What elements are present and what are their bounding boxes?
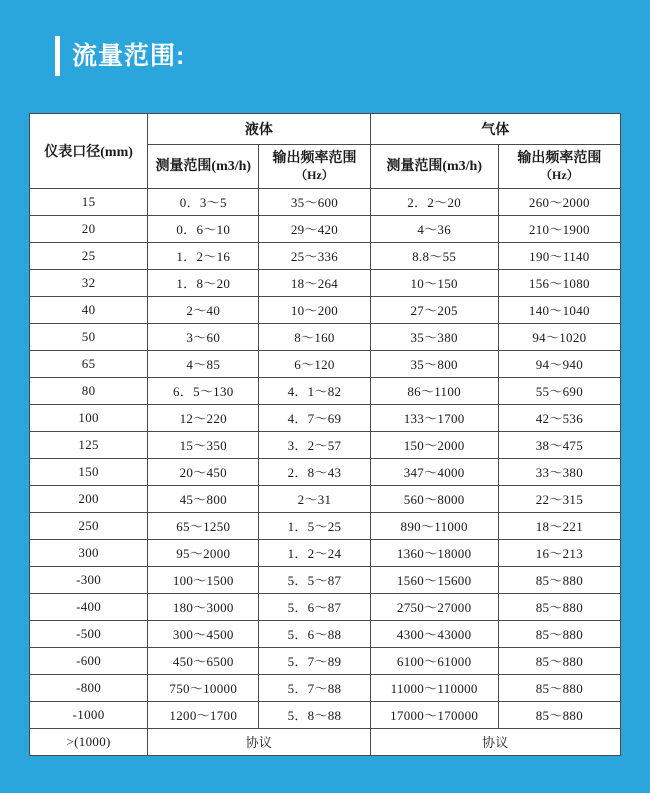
cell-liquid-freq: 5．7～88 — [259, 674, 370, 701]
cell-dn: -400 — [30, 593, 148, 620]
page-title-text: 流量范围: — [72, 41, 186, 70]
cell-gas-range: 8.8～55 — [370, 242, 498, 269]
cell-dn: 25 — [30, 242, 148, 269]
header-liquid-range-line1: 测量范围(m3/h) — [155, 158, 252, 174]
table-row — [30, 566, 621, 593]
cell-gas-freq: 94～940 — [498, 350, 620, 377]
header-gas-freq-line2: （Hz） — [540, 167, 579, 182]
cell-liquid-range: 180～3000 — [148, 593, 259, 620]
cell-dn: 15 — [30, 188, 148, 215]
cell-liquid-agreement: 协议 — [148, 728, 370, 755]
cell-dn: 300 — [30, 539, 148, 566]
cell-gas-range: 133～1700 — [370, 404, 498, 431]
table-row — [30, 242, 621, 269]
cell-gas-freq: 33～380 — [498, 458, 620, 485]
cell-gas-freq: 140～1040 — [498, 296, 620, 323]
cell-liquid-freq: 5．7～89 — [259, 647, 370, 674]
cell-liquid-freq: 8～160 — [259, 323, 370, 350]
cell-gas-freq: 22～315 — [498, 485, 620, 512]
header-gas-range-line1: 测量范围(m3/h) — [386, 158, 482, 174]
cell-gas-freq: 85～880 — [498, 593, 620, 620]
table-header-row-groups — [30, 114, 621, 145]
cell-liquid-freq: 2～31 — [259, 485, 370, 512]
cell-liquid-freq: 35～600 — [259, 188, 370, 215]
cell-dn: 32 — [30, 269, 148, 296]
header-group-liquid: 液体 — [148, 114, 370, 145]
cell-liquid-freq: 18～264 — [259, 269, 370, 296]
cell-gas-freq: 94～1020 — [498, 323, 620, 350]
cell-gas-range: 17000～170000 — [370, 701, 498, 728]
table-row — [30, 458, 621, 485]
cell-gas-range: 4～36 — [370, 215, 498, 242]
cell-liquid-range: 65～1250 — [148, 512, 259, 539]
cell-liquid-range: 20～450 — [148, 458, 259, 485]
cell-liquid-range: 4～85 — [148, 350, 259, 377]
cell-gas-range: 11000～110000 — [370, 674, 498, 701]
cell-liquid-freq: 5．5～87 — [259, 566, 370, 593]
table-row — [30, 431, 621, 458]
cell-liquid-range: 100～1500 — [148, 566, 259, 593]
table-row — [30, 485, 621, 512]
table-row — [30, 701, 621, 728]
table-row — [30, 188, 621, 215]
cell-gas-range: 1560～15600 — [370, 566, 498, 593]
cell-liquid-freq: 4．7～69 — [259, 404, 370, 431]
table-row — [30, 296, 621, 323]
table-row — [30, 269, 621, 296]
cell-gas-freq: 85～880 — [498, 620, 620, 647]
cell-liquid-range: 0．6～10 — [148, 215, 259, 242]
cell-gas-agreement: 协议 — [370, 728, 620, 755]
cell-liquid-freq: 10～200 — [259, 296, 370, 323]
flow-range-table-card — [29, 113, 621, 756]
cell-liquid-range: 12～220 — [148, 404, 259, 431]
cell-gas-range: 35～800 — [370, 350, 498, 377]
table-head — [30, 114, 621, 189]
cell-liquid-range: 95～2000 — [148, 539, 259, 566]
header-liquid-freq-line1: 输出频率范围 — [272, 151, 357, 166]
table-row-agreement — [30, 728, 621, 755]
cell-liquid-range: 0．3～5 — [148, 188, 259, 215]
cell-gas-freq: 16～213 — [498, 539, 620, 566]
cell-gas-range: 86～1100 — [370, 377, 498, 404]
flow-range-table — [29, 113, 621, 756]
table-row — [30, 647, 621, 674]
cell-gas-range: 150～2000 — [370, 431, 498, 458]
cell-dn: 80 — [30, 377, 148, 404]
cell-liquid-freq: 1．5～25 — [259, 512, 370, 539]
table-row — [30, 377, 621, 404]
cell-gas-range: 10～150 — [370, 269, 498, 296]
cell-gas-freq: 260～2000 — [498, 188, 620, 215]
cell-gas-range: 560～8000 — [370, 485, 498, 512]
cell-dn: 200 — [30, 485, 148, 512]
cell-gas-freq: 85～880 — [498, 701, 620, 728]
cell-gas-freq: 42～536 — [498, 404, 620, 431]
header-gas-range — [370, 145, 498, 189]
cell-dn: 150 — [30, 458, 148, 485]
table-row — [30, 215, 621, 242]
cell-liquid-freq: 2．8～43 — [259, 458, 370, 485]
cell-gas-freq: 85～880 — [498, 647, 620, 674]
cell-liquid-range: 1．2～16 — [148, 242, 259, 269]
cell-liquid-freq: 5．8～88 — [259, 701, 370, 728]
header-dn: 仪表口径(mm) — [30, 114, 148, 189]
header-liquid-freq — [259, 145, 370, 189]
cell-dn: -600 — [30, 647, 148, 674]
cell-dn: -300 — [30, 566, 148, 593]
header-group-gas: 气体 — [370, 114, 620, 145]
cell-dn: >(1000) — [30, 728, 148, 755]
cell-gas-freq: 156～1080 — [498, 269, 620, 296]
cell-liquid-freq: 5．6～87 — [259, 593, 370, 620]
cell-liquid-range: 3～60 — [148, 323, 259, 350]
cell-liquid-range: 450～6500 — [148, 647, 259, 674]
cell-gas-freq: 18～221 — [498, 512, 620, 539]
cell-liquid-freq: 3．2～57 — [259, 431, 370, 458]
cell-dn: 125 — [30, 431, 148, 458]
cell-gas-freq: 55～690 — [498, 377, 620, 404]
header-liquid-freq-line2: （Hz） — [295, 167, 334, 182]
cell-gas-range: 27～205 — [370, 296, 498, 323]
table-row — [30, 674, 621, 701]
cell-gas-freq: 85～880 — [498, 674, 620, 701]
table-row — [30, 620, 621, 647]
table-row — [30, 404, 621, 431]
cell-liquid-range: 1．8～20 — [148, 269, 259, 296]
cell-liquid-range: 6．5～130 — [148, 377, 259, 404]
cell-dn: 40 — [30, 296, 148, 323]
cell-liquid-range: 1200～1700 — [148, 701, 259, 728]
header-gas-freq — [498, 145, 620, 189]
table-row — [30, 323, 621, 350]
cell-liquid-range: 2～40 — [148, 296, 259, 323]
table-row — [30, 512, 621, 539]
cell-dn: 65 — [30, 350, 148, 377]
cell-liquid-range: 45～800 — [148, 485, 259, 512]
header-gas-freq-line1: 输出频率范围 — [517, 151, 602, 166]
cell-gas-freq: 85～880 — [498, 566, 620, 593]
header-liquid-range — [148, 145, 259, 189]
cell-dn: -500 — [30, 620, 148, 647]
cell-gas-range: 2．2～20 — [370, 188, 498, 215]
cell-liquid-freq: 29～420 — [259, 215, 370, 242]
cell-liquid-freq: 6～120 — [259, 350, 370, 377]
cell-gas-range: 6100～61000 — [370, 647, 498, 674]
table-body — [30, 188, 621, 755]
cell-dn: 100 — [30, 404, 148, 431]
cell-gas-freq: 190～1140 — [498, 242, 620, 269]
cell-liquid-freq: 1．2～24 — [259, 539, 370, 566]
cell-gas-range: 347～4000 — [370, 458, 498, 485]
cell-gas-range: 1360～18000 — [370, 539, 498, 566]
cell-gas-range: 2750～27000 — [370, 593, 498, 620]
page-title — [55, 36, 185, 76]
cell-dn: 50 — [30, 323, 148, 350]
cell-dn: 250 — [30, 512, 148, 539]
cell-gas-range: 35～380 — [370, 323, 498, 350]
table-row — [30, 539, 621, 566]
cell-liquid-range: 15～350 — [148, 431, 259, 458]
cell-gas-range: 4300～43000 — [370, 620, 498, 647]
cell-gas-range: 890～11000 — [370, 512, 498, 539]
cell-liquid-range: 750～10000 — [148, 674, 259, 701]
cell-liquid-freq: 5．6～88 — [259, 620, 370, 647]
cell-dn: -800 — [30, 674, 148, 701]
cell-liquid-freq: 25～336 — [259, 242, 370, 269]
cell-dn: -1000 — [30, 701, 148, 728]
cell-liquid-range: 300～4500 — [148, 620, 259, 647]
cell-gas-freq: 210～1900 — [498, 215, 620, 242]
cell-liquid-freq: 4．1～82 — [259, 377, 370, 404]
table-row — [30, 350, 621, 377]
table-row — [30, 593, 621, 620]
cell-gas-freq: 38～475 — [498, 431, 620, 458]
cell-dn: 20 — [30, 215, 148, 242]
